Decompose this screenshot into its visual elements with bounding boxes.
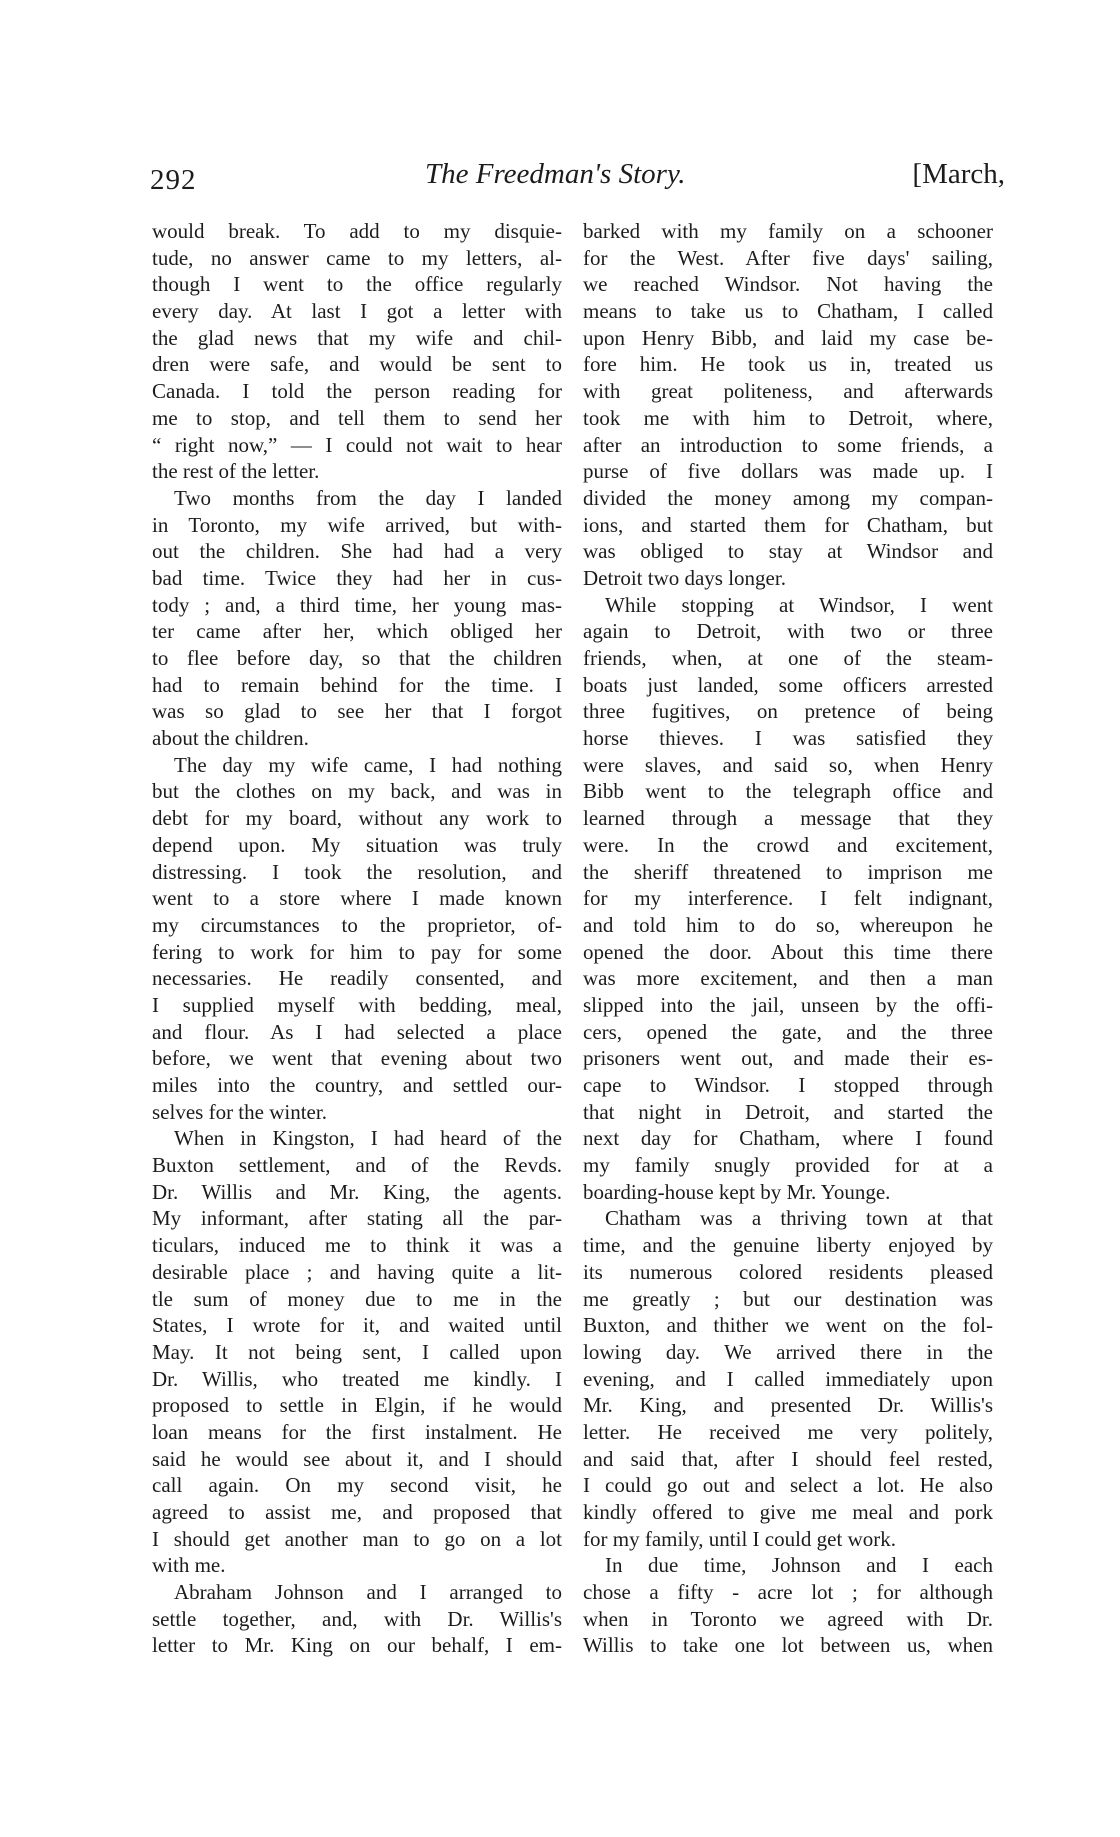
text-line: Abraham Johnson and I arranged to — [174, 1580, 562, 1605]
text-line: ticulars, induced me to think it was a — [152, 1233, 562, 1258]
text-line: would break. To add to my disquie- — [152, 219, 562, 243]
text-line: and said that, after I should feel rested, — [583, 1446, 993, 1471]
text-line: cape to Windsor. I stopped through — [583, 1073, 993, 1097]
text-line: Mr. King, and presented Dr. Willis's — [583, 1393, 993, 1418]
text-line: Two months from the day I landed — [174, 485, 562, 510]
text-line: took me with him to Detroit, where, — [583, 405, 993, 430]
text-line: tody ; and, a third time, her young mas- — [152, 592, 562, 617]
text-line: bad time. Twice they had her in cus- — [152, 565, 562, 590]
text-line: Dr. Willis and Mr. King, the agents. — [152, 1179, 562, 1204]
text-line: distressing. I took the resolution, and — [152, 859, 562, 884]
text-line: letter to Mr. King on our behalf, I em- — [152, 1633, 562, 1658]
text-line: me to stop, and tell them to send her — [152, 405, 562, 430]
text-line: for my family, until I could get work. — [583, 1526, 896, 1551]
text-line: barked with my family on a schooner — [583, 219, 993, 243]
text-line: and told him to do so, whereupon he — [583, 912, 993, 937]
running-head — [150, 158, 1005, 198]
running-title: The Freedman's Story. — [425, 158, 686, 190]
text-line: friends, when, at one of the steam- — [583, 646, 993, 670]
text-line: loan means for the first instalment. He — [152, 1419, 562, 1444]
text-line: learned through a message that they — [583, 806, 993, 831]
text-line: agreed to assist me, and proposed that — [152, 1500, 562, 1524]
text-line: slipped into the jail, unseen by the offi- — [583, 992, 993, 1017]
text-line: tle sum of money due to me in the — [152, 1286, 562, 1311]
text-line: miles into the country, and settled our- — [152, 1073, 562, 1097]
text-line: May. It not being sent, I called upon — [152, 1339, 562, 1364]
text-line: In due time, Johnson and I each — [605, 1553, 993, 1578]
text-line: horse thieves. I was satisfied they — [583, 726, 993, 751]
text-line: While stopping at Windsor, I went — [605, 592, 993, 617]
text-line: my family snugly provided for at a — [583, 1153, 993, 1178]
text-line: next day for Chatham, where I found — [583, 1126, 993, 1151]
text-line: proposed to settle in Elgin, if he would — [152, 1393, 562, 1418]
right-text-column — [583, 218, 993, 1659]
text-line: were. In the crowd and excitement, — [583, 832, 993, 857]
text-line: had to remain behind for the time. I — [152, 672, 562, 697]
text-line: that night in Detroit, and started the — [583, 1099, 993, 1124]
text-line: Buxton settlement, and of the Revds. — [152, 1153, 562, 1178]
text-line: was so glad to see her that I forgot — [152, 699, 562, 724]
text-line: I should get another man to go on a lot — [152, 1526, 562, 1551]
text-line: The day my wife came, I had nothing — [174, 752, 562, 777]
text-line: Dr. Willis, who treated me kindly. I — [152, 1366, 562, 1391]
running-date: [March, — [912, 158, 1005, 190]
text-line: I supplied myself with bedding, meal, — [152, 992, 562, 1017]
left-text-column — [152, 218, 562, 1659]
text-line: for my interference. I felt indignant, — [583, 886, 993, 911]
text-line: upon Henry Bibb, and laid my case be- — [583, 325, 993, 350]
text-line: and flour. As I had selected a place — [152, 1019, 562, 1044]
text-line: in Toronto, my wife arrived, but with- — [152, 512, 562, 537]
text-line: evening, and I called immediately upon — [583, 1366, 993, 1391]
text-line: Bibb went to the telegraph office and — [583, 779, 993, 804]
text-line: fering to work for him to pay for some — [152, 939, 562, 964]
text-line: debt for my board, without any work to — [152, 806, 562, 831]
text-line: three fugitives, on pretence of being — [583, 699, 993, 724]
text-line: means to take us to Chatham, I called — [583, 299, 993, 324]
text-line: “ right now,” — I could not wait to hear — [152, 432, 562, 457]
text-line: went to a store where I made known — [152, 886, 562, 911]
text-line: chose a fifty - acre lot ; for although — [583, 1580, 993, 1605]
text-line: to flee before day, so that the children — [152, 646, 562, 670]
text-line: selves for the winter. — [152, 1099, 327, 1124]
text-line: but the clothes on my back, and was in — [152, 779, 562, 804]
text-line: I could go out and select a lot. He also — [583, 1473, 993, 1498]
text-line: dren were safe, and would be sent to — [152, 352, 562, 377]
text-line: me greatly ; but our destination was — [583, 1286, 993, 1311]
text-line: Willis to take one lot between us, when — [583, 1633, 993, 1658]
text-line: again to Detroit, with two or three — [583, 619, 993, 644]
text-line: my circumstances to the proprietor, of- — [152, 912, 562, 937]
page-number: 292 — [150, 164, 197, 196]
text-line: purse of five dollars was made up. I — [583, 459, 993, 484]
text-line: we reached Windsor. Not having the — [583, 272, 993, 297]
text-line: fore him. He took us in, treated us — [583, 352, 993, 377]
text-line: when in Toronto we agreed with Dr. — [583, 1606, 993, 1631]
text-line: prisoners went out, and made their es- — [583, 1046, 993, 1071]
text-line: the glad news that my wife and chil- — [152, 325, 562, 350]
text-line: desirable place ; and having quite a lit- — [152, 1259, 562, 1284]
text-line: settle together, and, with Dr. Willis's — [152, 1606, 562, 1631]
text-line: tude, no answer came to my letters, al- — [152, 245, 562, 270]
text-line: My informant, after stating all the par- — [152, 1206, 562, 1231]
text-line: When in Kingston, I had heard of the — [174, 1126, 562, 1151]
text-line: cers, opened the gate, and the three — [583, 1019, 993, 1044]
text-line: the rest of the letter. — [152, 459, 320, 484]
text-line: lowing day. We arrived there in the — [583, 1339, 993, 1364]
text-line: kindly offered to give me meal and pork — [583, 1500, 993, 1524]
text-line: after an introduction to some friends, a — [583, 432, 993, 457]
text-line: Detroit two days longer. — [583, 565, 786, 590]
text-line: Chatham was a thriving town at that — [605, 1206, 993, 1231]
text-line: was obliged to stay at Windsor and — [583, 539, 993, 564]
text-line: States, I wrote for it, and waited until — [152, 1313, 562, 1338]
text-line: necessaries. He readily consented, and — [152, 966, 562, 991]
text-line: with great politeness, and afterwards — [583, 379, 993, 404]
text-line: with me. — [152, 1553, 226, 1578]
text-line: out the children. She had had a very — [152, 539, 562, 564]
text-line: its numerous colored residents pleased — [583, 1259, 993, 1284]
text-line: letter. He received me very politely, — [583, 1419, 993, 1444]
text-line: said he would see about it, and I should — [152, 1446, 562, 1471]
text-line: opened the door. About this time there — [583, 939, 993, 964]
text-line: call again. On my second visit, he — [152, 1473, 562, 1498]
text-line: the sheriff threatened to imprison me — [583, 859, 993, 884]
text-line: Canada. I told the person reading for — [152, 379, 562, 404]
text-line: boarding-house kept by Mr. Younge. — [583, 1179, 891, 1204]
text-line: ions, and started them for Chatham, but — [583, 512, 993, 537]
text-line: every day. At last I got a letter with — [152, 299, 562, 324]
text-line: ter came after her, which obliged her — [152, 619, 562, 644]
text-line: divided the money among my compan- — [583, 485, 993, 510]
text-line: though I went to the office regularly — [152, 272, 562, 297]
text-line: before, we went that evening about two — [152, 1046, 562, 1071]
text-line: Buxton, and thither we went on the fol- — [583, 1313, 993, 1338]
text-line: for the West. After five days' sailing, — [583, 245, 993, 270]
text-line: depend upon. My situation was truly — [152, 832, 562, 857]
text-line: time, and the genuine liberty enjoyed by — [583, 1233, 993, 1258]
text-line: boats just landed, some officers arrested — [583, 672, 993, 697]
text-line: was more excitement, and then a man — [583, 966, 993, 991]
text-line: about the children. — [152, 726, 309, 751]
text-line: were slaves, and said so, when Henry — [583, 752, 993, 777]
